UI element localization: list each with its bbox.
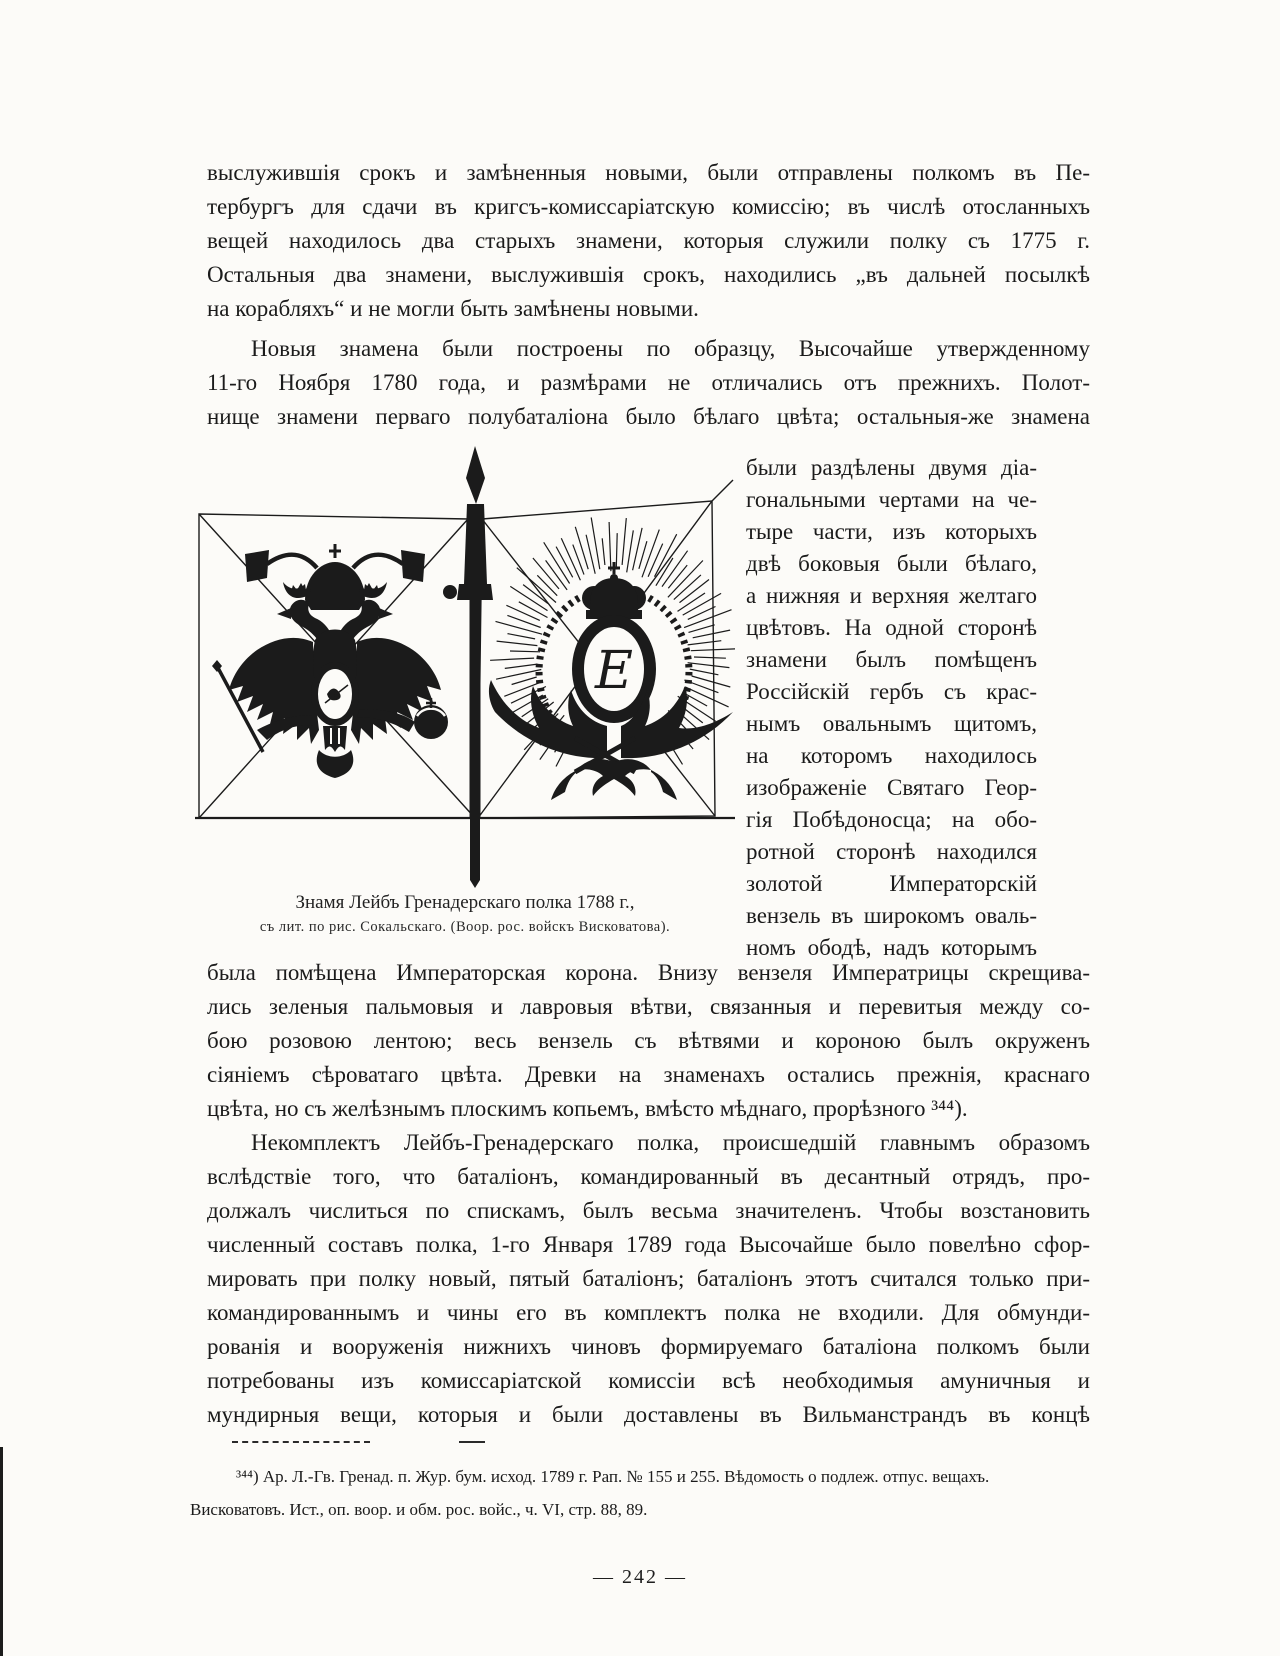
text-line: потребованы изъ комиссаріатской комиссіи всѣ необходимыя амуничныя и [207, 1368, 1090, 1393]
imperial-monogram-glory-icon [489, 518, 735, 801]
text-line: гональными чертами на че- [746, 487, 1037, 512]
text-line: мундирныя вещи, которыя и были доставлены въ Вильманстрандъ въ концѣ [207, 1402, 1090, 1427]
text-line: нымъ овальнымъ щитомъ, [746, 711, 1037, 736]
text-line: номъ ободѣ, надъ которымъ [746, 935, 1037, 960]
text-line: численный составъ полка, 1-го Января 1789 года Высочайше было повелѣно сфор- [207, 1232, 1090, 1257]
text-line: Остальныя два знамени, выслужившія срокъ, находились „въ дальней посылкѣ [207, 262, 1090, 287]
footnote-rule-fragment [459, 1441, 485, 1443]
scan-edge-artifact [0, 1447, 3, 1656]
text-line: были раздѣлены двумя діа- [746, 455, 1037, 480]
text-line: гія Побѣдоносца; на обо- [746, 807, 1037, 832]
text-line: Россійскій гербъ съ крас- [746, 679, 1037, 704]
footnote-line: Висковатовъ. Ист., оп. воор. и обм. рос. войс., ч. VI, стр. 88, 89. [190, 1500, 648, 1519]
text-line: цвѣтовъ. На одной сторонѣ [746, 615, 1037, 640]
paragraph-1 [207, 156, 1090, 326]
text-line: золотой Императорскій [746, 871, 1037, 896]
paragraph-2 [207, 332, 1090, 434]
text-line: сіяніемъ сѣроватаго цвѣта. Древки на знаменахъ остались прежнія, краснаго [207, 1062, 1090, 1087]
text-line: цвѣта, но съ желѣзнымъ плоскимъ копьемъ, вмѣсто мѣднаго, прорѣзного ³⁴⁴). [207, 1096, 968, 1121]
flag-engraving-illustration [195, 426, 735, 888]
text-line: лись зеленыя пальмовыя и лавровыя вѣтви, связанныя и перевитыя между со- [207, 994, 1090, 1019]
text-line: нище знамени перваго полубаталіона было бѣлаго цвѣта; остальныя-же знамена [207, 404, 1090, 429]
text-line: была помѣщена Императорская корона. Внизу вензеля Императрицы скрещива- [207, 960, 1090, 985]
text-line: вещей находилось два старыхъ знамени, которыя служили полку съ 1775 г. [207, 228, 1090, 253]
figure-caption-line1: Знамя Лейбъ Гренадерскаго полка 1788 г., [295, 892, 635, 913]
text-line: вензель въ широкомъ оваль- [746, 903, 1037, 928]
paragraph-4 [207, 1126, 1090, 1432]
figure-caption-line2: съ лит. по рис. Сокальскаго. (Воор. рос. войскъ Висковатова). [259, 919, 671, 935]
text-line: бою розовою лентою; весь вензель съ вѣтвями и короною былъ окруженъ [207, 1028, 1090, 1053]
imperial-crown-icon [582, 562, 646, 619]
text-line: двѣ боковыя были бѣлаго, [746, 551, 1037, 576]
text-line: тыре части, изъ которыхъ [746, 519, 1037, 544]
footnote-line: ³⁴⁴) Ар. Л.-Гв. Гренад. п. Жур. бум. исход. 1789 г. Рап. № 155 и 255. Вѣдомость о подлеж. отпус. вещахъ. [236, 1467, 990, 1486]
footnote-rule [232, 1441, 370, 1443]
paragraph-3 [207, 956, 1090, 1126]
text-line: рованія и вооруженія нижнихъ чиновъ формируемаго баталіона полкомъ были [207, 1334, 1090, 1359]
text-line: а нижняя и верхняя желтаго [746, 583, 1037, 608]
text-line: Некомплектъ Лейбъ-Гренадерскаго полка, происшедшій главнымъ образомъ [251, 1130, 1090, 1155]
text-line: на которомъ находилось [746, 743, 1037, 768]
page-number: — 242 — [593, 1566, 687, 1588]
double-headed-eagle-icon [212, 544, 448, 778]
text-line: на корабляхъ“ и не могли быть замѣнены новыми. [207, 296, 699, 321]
text-line: тербургъ для сдачи въ кригсъ-комиссаріатскую комиссію; въ числѣ отосланныхъ [207, 194, 1090, 219]
text-line: выслужившія срокъ и замѣненныя новыми, были отправлены полкомъ въ Пе- [207, 160, 1090, 185]
text-line: вслѣдствіе того, что баталіонъ, командированный въ десантный отрядъ, про- [207, 1164, 1090, 1189]
text-line: 11-го Ноября 1780 года, и размѣрами не отличались отъ прежнихъ. Полот- [207, 370, 1090, 395]
footnote [190, 1460, 1088, 1526]
spearhead-icon [466, 446, 485, 504]
text-line: Новыя знамена были построены по образцу, Высочайше утвержденному [251, 336, 1090, 361]
text-line: ротной сторонѣ находился [746, 839, 1037, 864]
text-line: изображеніе Святаго Геор- [746, 775, 1037, 800]
text-line: должалъ числиться по спискамъ, былъ весьма значителенъ. Чтобы возстановить [207, 1198, 1090, 1223]
flag-engraving-figure [195, 426, 735, 938]
text-line: мировать при полку новый, пятый баталіонъ; баталіонъ этотъ считался только при- [207, 1266, 1090, 1291]
empress-monogram: Е [595, 641, 633, 701]
text-line: знамени былъ помѣщенъ [746, 647, 1037, 672]
text-line: командированнымъ и чины его въ комплектъ полка не входили. Для обмунди- [207, 1300, 1090, 1325]
flag-staff [443, 446, 493, 888]
column-text [746, 452, 1037, 964]
